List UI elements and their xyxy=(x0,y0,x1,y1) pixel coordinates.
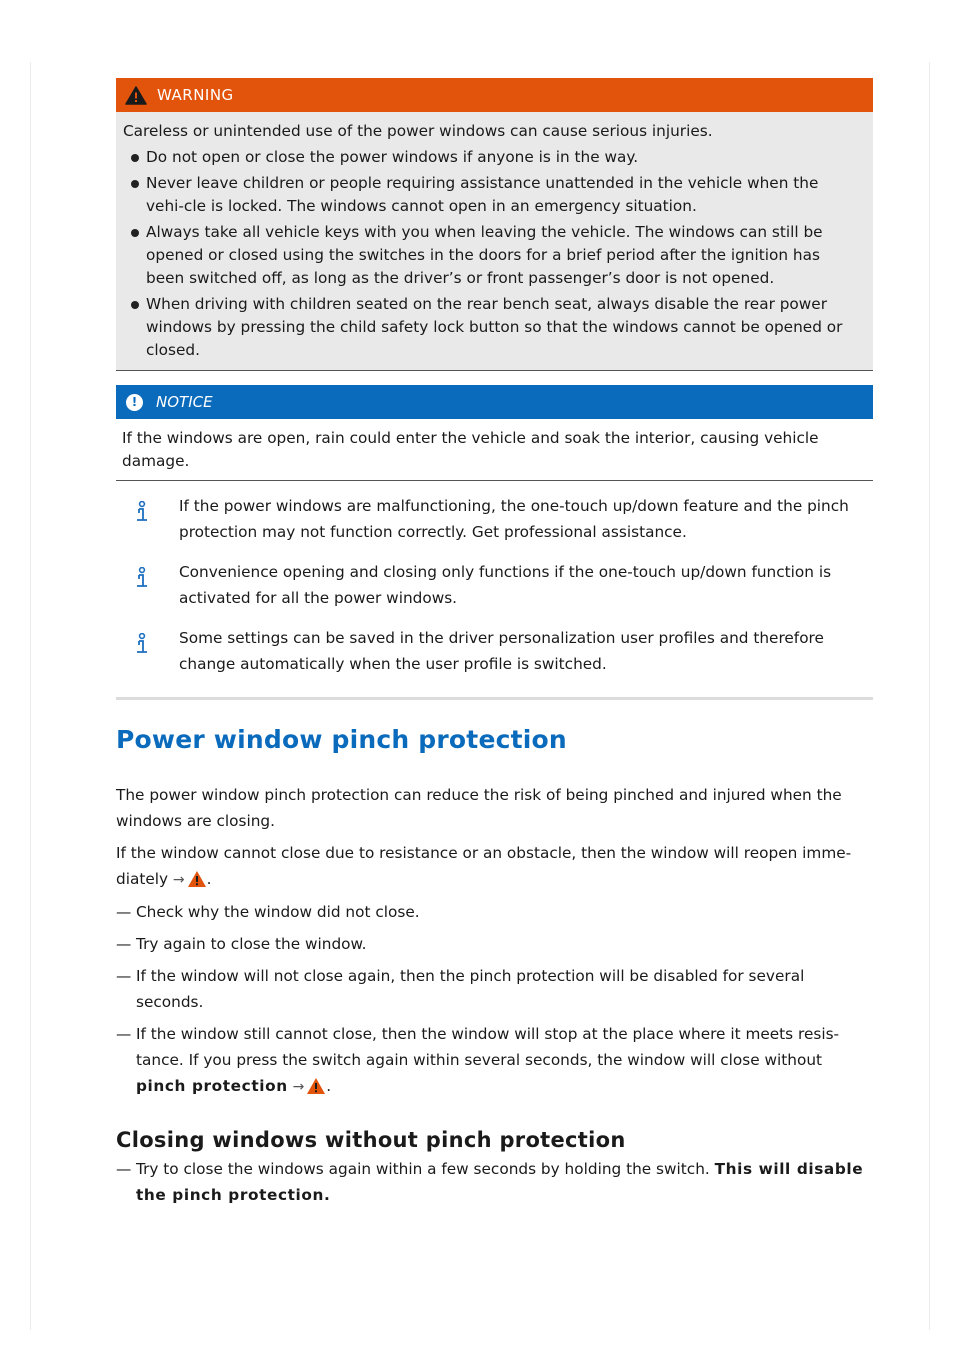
step-bold-text: pinch protection xyxy=(136,1077,288,1095)
step-text: Try to close the windows again within a few seconds by holding the switch. xyxy=(136,1160,710,1178)
left-margin-line xyxy=(30,62,31,1330)
notice-title: NOTICE xyxy=(156,393,213,411)
section-paragraph: If the window cannot close due to resistance or an obstacle, then the window will reopen imme-diately → . xyxy=(116,844,852,888)
bullet-icon xyxy=(131,180,139,188)
warning-list xyxy=(123,146,861,362)
right-margin-line xyxy=(929,62,930,1330)
list-item-text: Do not open or close the power windows if anyone is in the way. xyxy=(146,148,639,166)
step-item xyxy=(116,1156,873,1208)
step-item: — If the window still cannot close, then the window will stop at the place where it meets resis-tance. If you press the switch again within several seconds, the window will close without pinch protection → . xyxy=(116,1021,873,1100)
info-note xyxy=(116,493,873,545)
warning-triangle-icon xyxy=(125,86,147,105)
arrow-icon: → xyxy=(172,872,185,888)
section-divider xyxy=(116,697,873,700)
info-icon xyxy=(135,567,149,589)
bullet-icon xyxy=(131,154,139,162)
page-content xyxy=(116,78,873,1208)
list-item-text: Always take all vehicle keys with you when leaving the vehicle. The windows can still be opened or closed using the switches in the doors for a brief period after the ignition has been switched off, as long as the driver’s or front passenger’s door is not opened. xyxy=(146,223,823,287)
list-item xyxy=(123,293,861,362)
info-icon xyxy=(135,501,149,523)
subsection-heading: Closing windows without pinch protection xyxy=(116,1128,626,1152)
list-item xyxy=(123,146,861,169)
info-note-text: If the power windows are malfunctioning, the one-touch up/down feature and the pinch protection may not function correctly. Get professional assistance. xyxy=(179,497,849,541)
warning-box xyxy=(116,78,873,371)
dash-mark: — xyxy=(116,935,132,953)
warning-reference-icon[interactable] xyxy=(306,1077,326,1095)
bullet-icon xyxy=(131,229,139,237)
list-item xyxy=(123,172,861,218)
paragraph-text: If the window cannot close due to resistance or an obstacle, then the window will reopen imme-diately xyxy=(116,844,852,888)
dash-mark: — xyxy=(116,903,132,921)
step-item xyxy=(116,931,873,957)
list-item-text: Never leave children or people requiring assistance unattended in the vehicle when the vehi-cle is locked. The windows cannot open in an emergency situation. xyxy=(146,174,819,215)
section-heading: Power window pinch protection xyxy=(116,725,567,754)
warning-header xyxy=(116,78,873,112)
step-text: Check why the window did not close. xyxy=(136,903,420,921)
info-icon xyxy=(135,633,149,655)
step-item xyxy=(116,899,873,925)
dash-mark: — xyxy=(116,967,132,985)
step-text: Try again to close the window. xyxy=(136,935,367,953)
warning-title: WARNING xyxy=(157,86,234,104)
warning-reference-icon[interactable] xyxy=(187,870,207,888)
warning-intro: Careless or unintended use of the power windows can cause serious injuries. xyxy=(123,122,713,140)
info-note-text: Convenience opening and closing only functions if the one-touch up/down function is activated for all the power windows. xyxy=(179,563,832,607)
info-note xyxy=(116,625,873,677)
step-item xyxy=(116,963,873,1015)
info-notes xyxy=(116,493,873,677)
arrow-icon: → xyxy=(292,1079,305,1095)
notice-header xyxy=(116,385,873,419)
exclamation-icon: ! xyxy=(126,394,143,411)
notice-body: If the windows are open, rain could enter the vehicle and soak the interior, causing vehicle damage. xyxy=(116,419,873,481)
warning-body xyxy=(116,112,873,371)
info-note xyxy=(116,559,873,611)
bullet-icon xyxy=(131,301,139,309)
step-bold-text: This will disable the pinch protection. xyxy=(136,1160,864,1204)
step-text: If the window will not close again, then the pinch protection will be disabled for several seconds. xyxy=(136,967,805,1011)
info-note-text: Some settings can be saved in the driver personalization user profiles and therefore change automatically when the user profile is switched. xyxy=(179,629,824,673)
section-paragraph: The power window pinch protection can reduce the risk of being pinched and injured when the windows are closing. xyxy=(116,786,842,830)
step-text: If the window still cannot close, then the window will stop at the place where it meets resis-tance. If you press the switch again within several seconds, the window will close without xyxy=(136,1025,840,1069)
dash-mark: — xyxy=(116,1160,132,1178)
notice-box xyxy=(116,385,873,481)
dash-mark: — xyxy=(116,1025,132,1043)
list-item-text: When driving with children seated on the rear bench seat, always disable the rear power windows by pressing the child safety lock button so that the windows cannot be opened or closed. xyxy=(146,295,843,359)
list-item xyxy=(123,221,861,290)
